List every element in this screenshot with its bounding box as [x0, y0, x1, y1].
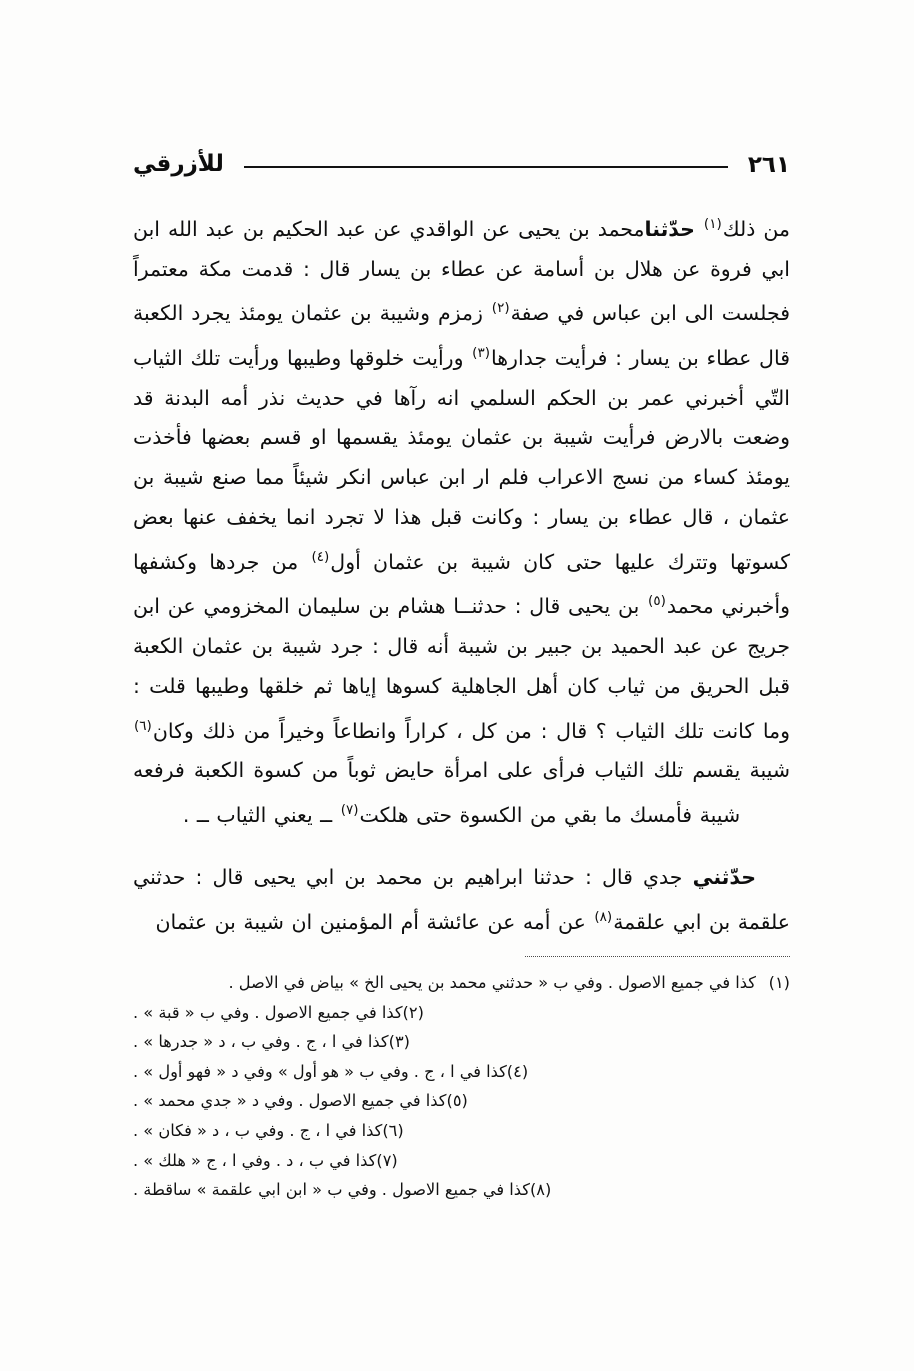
footnote-text: كذا في ب ، د . وفي ا ، ج « هلك » .	[133, 1150, 377, 1170]
body-text	[133, 205, 790, 942]
footnote-ref-1: (١)	[703, 216, 722, 232]
footnote-number: (٨)	[529, 1180, 552, 1200]
footnote-number: (٣)	[388, 1032, 410, 1052]
paragraph-2	[133, 858, 790, 942]
footnote-text: كذا في جميع الاصول . وفي ب « قبة » .	[133, 1002, 403, 1022]
footnote-list	[133, 968, 790, 1205]
footnote-number: (٧)	[376, 1150, 398, 1170]
footnote-text: كذا في جميع الاصول . وفي ب « حدثني محمد بن يحيى الخ » بياض في الاصل .	[228, 973, 756, 992]
footnote-text: كذا في ا ، ج . وفي ب « هو أول » وفي د « فهو أول » .	[133, 1061, 507, 1081]
footnote-item	[133, 1057, 790, 1087]
para1-text-3: ورأيت خلوقها وطيبها ورأيت تلك الثياب التّي أخبرني عمر بن الحكم السلمي انه رآها في حديث نذر أمه البدنة قد وضعت بالارض فرأيت شيبة بن عثمان يومئذ يقسمها او قسم بعضها فأخذت يومئذ كساء من نسج الاعراب فلم ار ابن عباس انكر شيئاً مما صنع شيبة بن عثمان ، قال عطاء بن يسار : وكانت قبل هذا لا تجرد انما يخفف عنها بعض كسوتها وتترك عليها حتى كان شيبة بن عثمان أول	[133, 345, 790, 574]
footnote-number: (٢)	[402, 1002, 424, 1022]
para1-text-6: شيبة يقسم تلك الثياب فرأى على امرأة حايض ثوباً من كسوة الكعبة فرفعه شيبة فأمسك ما بقي من الكسوة حتى هلكت	[133, 758, 790, 827]
footnote-number: (٦)	[382, 1120, 404, 1140]
para1-text-7: ــ يعني الثياب ــ .	[182, 802, 340, 827]
para1-text-1: محمد بن يحيى عن الواقدي عن عبد الحكيم بن عبد الله ابن ابي فروة عن هلال بن أسامة عن عطاء بن يسار قال : قدمت مكة معتمراً فجلست الى ابن عباس في صفة	[133, 216, 790, 326]
footnote-ref-8: (٨)	[594, 908, 613, 925]
para2-text-1: جدي قال : حدثنا ابراهيم بن محمد بن ابي يحيى قال : حدثني علقمة بن ابي علقمة	[133, 864, 790, 934]
footnote-number: (٤)	[506, 1061, 529, 1081]
footnote-item	[133, 998, 790, 1028]
paragraph-1	[133, 205, 790, 836]
para1-text-5: بن يحيى قال : حدثنــا هشام بن سليمان المخزومي عن ابن جريج عن عبد الحميد بن جبير بن شيبة أنه قال : جرد شيبة بن عثمان الكعبة قبل الحريق من ثياب كان أهل الجاهلية كسوها إياها ثم خلقها وطيبها قلت : وما كانت تلك الثياب ؟ قال : من كل ، كراراً وانطاعاً وخيراً من ذلك وكان	[133, 594, 790, 743]
footnote-ref-5: (٥)	[648, 593, 666, 610]
para1-opening: من ذلك	[722, 216, 790, 241]
footnote-text: كذا في ا ، ج . وفي ب ، د « فكان » .	[133, 1120, 383, 1140]
footnote-item	[133, 1146, 790, 1176]
para1-text-2: زمزم وشيبة بن عثمان يومئذ يجرد الكعبة قال عطاء بن يسار : فرأيت جدارها	[133, 301, 791, 370]
header-rule	[244, 166, 728, 168]
footnote-number: (٥)	[446, 1091, 468, 1111]
footnote-text: كذا في جميع الاصول . وفي د « جدي محمد » .	[133, 1091, 447, 1111]
footnote-item	[133, 968, 790, 998]
footnote-item	[133, 1027, 790, 1057]
footnote-ref-6: (٦)	[134, 717, 152, 734]
footnote-item	[133, 1175, 790, 1205]
footnote-ref-2: (٢)	[491, 300, 510, 317]
footnote-ref-4: (٤)	[311, 548, 330, 565]
footnote-ref-7: (٧)	[340, 802, 359, 819]
footnote-separator	[525, 956, 790, 957]
footnote-text: كذا في جميع الاصول . وفي ب « ابن ابي علقمة » ساقطة .	[133, 1180, 530, 1200]
para1-text-4: من جردها وكشفها وأخبرني محمد	[133, 549, 790, 619]
running-head	[133, 143, 790, 187]
para2-text-2: عن أمه عن عائشة أم المؤمنين ان شيبة بن عثمان	[155, 909, 594, 934]
book-title: للأزرقي	[133, 150, 224, 177]
footnote-text: كذا في ا ، ج . وفي ب ، د « جدرها » .	[133, 1032, 389, 1052]
para1-lead-word: حدّثنا	[644, 216, 695, 241]
page-number: ٢٦١	[747, 151, 790, 178]
para2-lead-word: حدّثني	[692, 864, 756, 889]
footnote-item	[133, 1086, 790, 1116]
footnote-ref-3: (٣)	[472, 345, 490, 362]
footnote-item	[133, 1116, 790, 1146]
footnote-number: (١)	[768, 973, 790, 992]
